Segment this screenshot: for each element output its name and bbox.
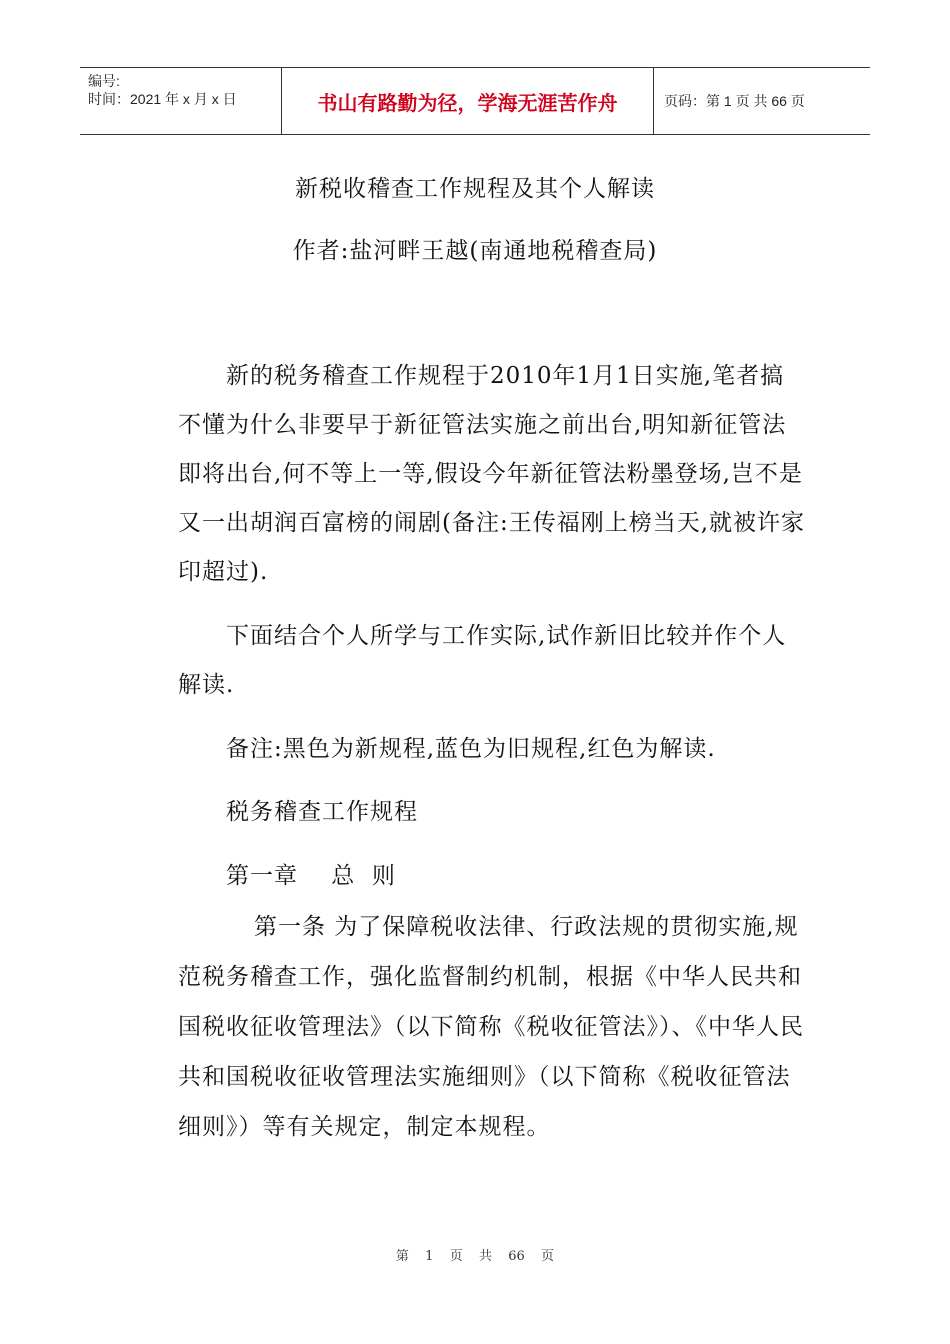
header-meta xyxy=(80,68,282,134)
body-section-heading xyxy=(178,788,808,837)
article-one: 第一条 为了保障税收法律、行政法规的贯彻实施,规范税务稽查工作，强化监督制约机制，根据《中华人民共和国税收征收管理法》（以下简称《税收征管法》）、《中华人民共和国税收征收管理法实施细则》（以下简称《税收征管法细则》）等有关规定，制定本规程。 xyxy=(178,914,804,1140)
body-section-intro xyxy=(178,352,808,597)
header-motto: 书山有路勤为径，学海无涯苦作舟 xyxy=(282,68,654,134)
time-label: 时间：2021 年 x 月 x 日 xyxy=(88,91,237,107)
chapter-heading: 第一章 总 则 xyxy=(226,863,396,889)
section-heading: 税务稽查工作规程 xyxy=(226,799,418,825)
document-author: 作者:盐河畔王越(南通地税稽查局) xyxy=(292,238,658,264)
body-section-chapter xyxy=(178,852,808,901)
body-section-legend xyxy=(178,725,808,774)
header-page-info: 页码：第 1 页 共 66 页 xyxy=(664,93,805,109)
body-section-article xyxy=(178,902,808,1152)
page-footer: 第 1 页 共 66 页 xyxy=(395,1249,555,1264)
paragraph-intro: 新的税务稽查工作规程于2010年1月1日实施,笔者搞不懂为什么非要早于新征管法实施之前出台,明知新征管法即将出台,何不等上一等,假设今年新征管法粉墨登场,岂不是又一出胡润百富榜的闹剧(备注:王传福刚上榜当天,就被许家印超过). xyxy=(178,363,806,585)
paragraph-color-legend: 备注:黑色为新规程,蓝色为旧规程,红色为解读. xyxy=(226,736,716,762)
number-label: 编号: xyxy=(88,73,120,89)
page-header xyxy=(80,67,870,135)
document-title: 新税收稽查工作规程及其个人解读 xyxy=(295,176,655,202)
body-section-note xyxy=(178,612,808,710)
paragraph-method: 下面结合个人所学与工作实际,试作新旧比较并作个人解读. xyxy=(178,623,787,698)
